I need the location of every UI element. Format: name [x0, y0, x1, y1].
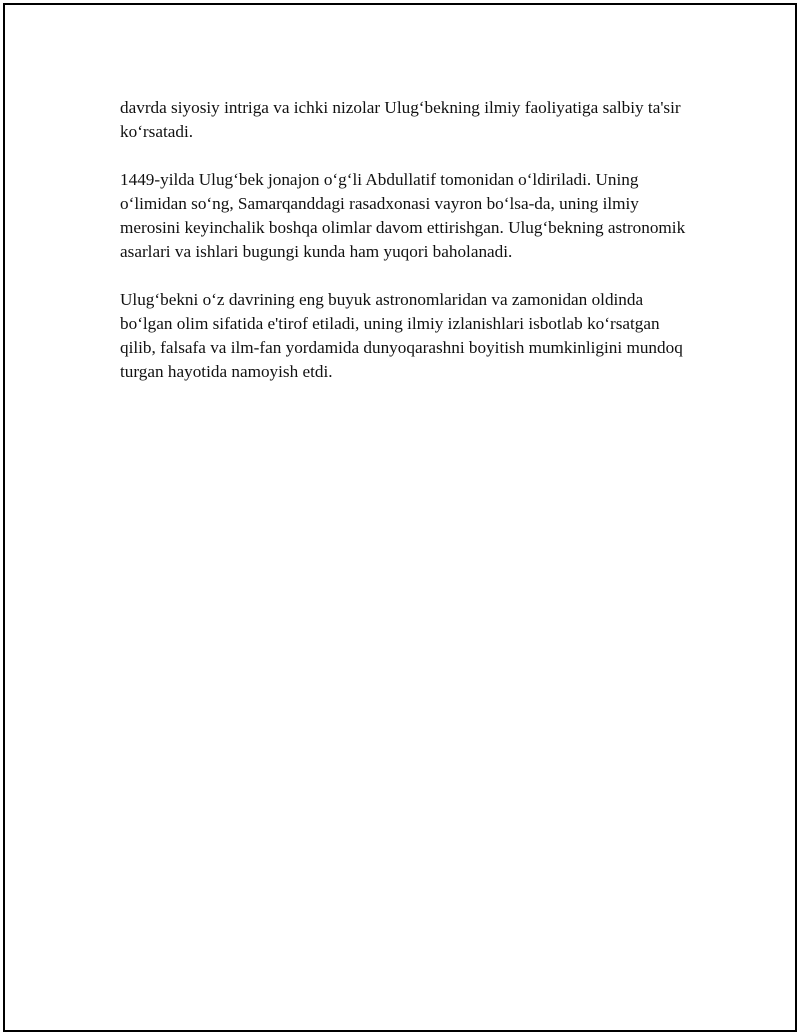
paragraph-2: 1449-yilda Ulug‘bek jonajon o‘g‘li Abdullatif tomonidan o‘ldiriladi. Uning o‘limidan so‘ng, Samarqanddagi rasadxonasi vayron bo‘lsa-da, uning ilmiy merosini keyinchalik boshqa olimlar davom ettirishgan. Ulug‘bekning astronomik asarlari va ishlari bugungi kunda ham yuqori baholanadi. [120, 170, 686, 261]
paragraph-1: davrda siyosiy intriga va ichki nizolar Ulug‘bekning ilmiy faoliyatiga salbiy ta'sir ko‘rsatadi. [120, 98, 681, 141]
paragraph-3: Ulug‘bekni o‘z davrining eng buyuk astronomlaridan va zamonidan oldinda bo‘lgan olim sifatida e'tirof etiladi, uning ilmiy izlanishlari isbotlab ko‘rsatgan qilib, falsafa va ilm-fan yordamida dunyoqarashni boyitish mumkinligini mundoq turgan hayotida namoyish etdi. [120, 290, 683, 381]
document-body [120, 96, 690, 408]
document-page [3, 3, 797, 1032]
